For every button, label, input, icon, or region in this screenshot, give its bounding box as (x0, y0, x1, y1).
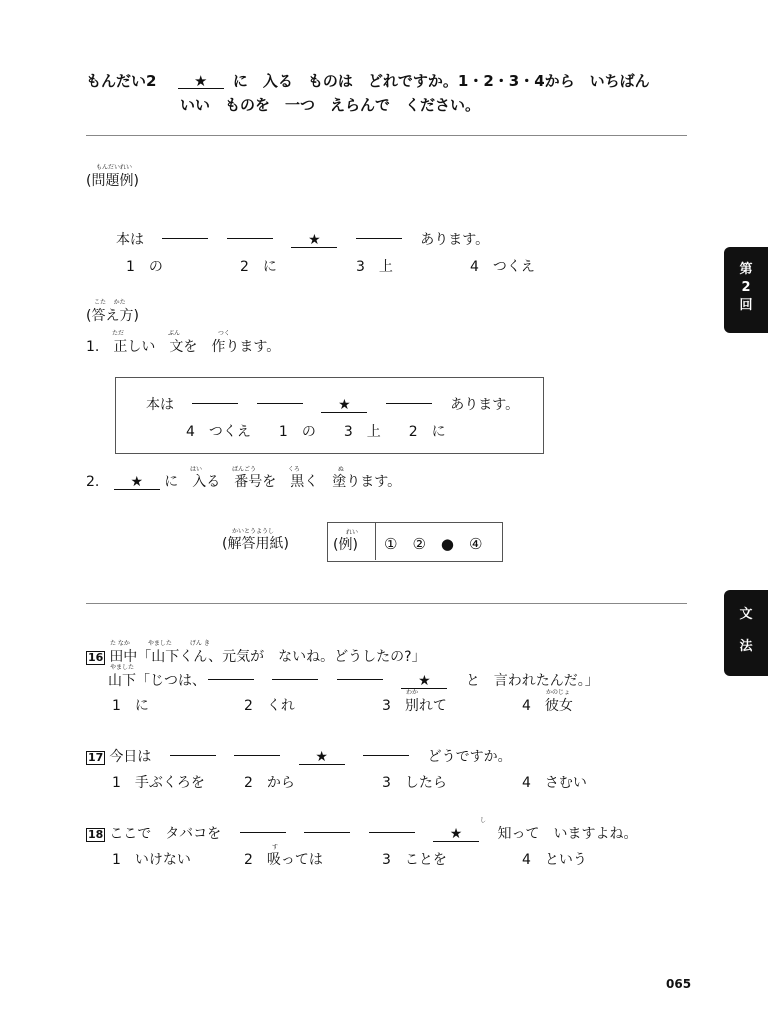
divider-middle (86, 603, 687, 604)
blank (240, 831, 286, 833)
step2-text (86, 471, 401, 491)
blank (386, 402, 432, 404)
tab-char: 2 (741, 280, 751, 295)
star-blank: ★ (299, 750, 345, 765)
step2-number: 2. (86, 474, 100, 490)
star-blank: ★ (321, 398, 367, 413)
q17-sentence-start: 今日は (109, 749, 152, 765)
question-number: 16 (88, 651, 104, 664)
q16-option-2: 2 くれ (244, 698, 295, 714)
q18-option-3: 3 ことを (382, 852, 447, 868)
q18-option-1: 1 いけない (112, 852, 191, 868)
blank (369, 831, 415, 833)
q17-option-2: 2 から (244, 775, 295, 791)
step1-readings: ただ ぶん つく (112, 330, 230, 337)
sheet-example-label: (例) (333, 537, 358, 553)
example-option-2: 2 に (240, 259, 277, 275)
tab-char: 第 (739, 262, 753, 277)
box-sentence-start: 本は (146, 397, 174, 413)
q16-speaker-reading: やました (110, 664, 135, 671)
tab-char: 文 (739, 607, 753, 622)
q17-option-3: 3 したら (382, 775, 447, 791)
q18-option-2: 2 吸っては (244, 852, 323, 868)
answer-sheet-label: (解答用紙) (222, 536, 289, 552)
q16-line1-readings: た なか やました げん き (110, 640, 210, 647)
step1-text: 1. 正しい 文を 作ります。 (86, 339, 281, 355)
blank (192, 402, 238, 404)
answer-method-reading: こた かた (94, 299, 126, 306)
blank (356, 237, 402, 239)
tab-char: 回 (739, 298, 753, 313)
q16-option-1: 1 に (112, 698, 149, 714)
step2-readings: はい ばんごう くろ ぬ (190, 466, 344, 473)
example-label-reading: もんだいれい (96, 164, 133, 171)
star-blank: ★ (178, 74, 224, 89)
example-option-1: 1 の (126, 259, 163, 275)
example-option-3: 3 上 (356, 259, 393, 275)
star-blank: ★ (401, 674, 447, 689)
example-sentence (116, 229, 489, 249)
q18-sentence-start: ここで タバコを (109, 826, 222, 842)
page-number: 065 (666, 977, 692, 991)
answer-sheet-reading: かいとうようし (232, 528, 275, 535)
question-16-line1 (86, 646, 426, 666)
q16-option-reading-3: わか (406, 689, 419, 696)
q17-option-1: 1 手ぶくろを (112, 775, 205, 791)
star-blank: ★ (114, 475, 160, 490)
example-option-4: 4 つくえ (470, 259, 535, 275)
example-sentence-start: 本は (116, 232, 144, 248)
blank (208, 678, 254, 680)
sheet-example-reading: れい (346, 529, 359, 536)
side-tab-grammar (724, 590, 768, 676)
answer-method-label: (答え方) (86, 308, 139, 324)
blank (363, 754, 409, 756)
star-blank: ★ (291, 233, 337, 248)
question-17-line1 (86, 746, 512, 766)
answer-sheet-divider (375, 522, 376, 560)
q16-speaker: 山下「じつは、 (108, 673, 206, 689)
instruction-text: に 入る ものは どれですか。1・2・3・4から いちばん (232, 72, 650, 90)
blank (337, 678, 383, 680)
problem-label: もんだい2 (86, 72, 157, 90)
q16-dialogue-1: 田中「山下くん、元気が ないね。どうしたの?」 (109, 649, 426, 665)
question-number: 17 (88, 751, 104, 764)
blank (272, 678, 318, 680)
example-sentence-end: あります。 (420, 232, 490, 248)
side-tab-round (724, 247, 768, 333)
box-sentence-end: あります。 (450, 397, 520, 413)
q16-dialogue-end: と 言われたんだ。」 (465, 673, 599, 689)
star-blank: ★ (433, 827, 479, 842)
blank (170, 754, 216, 756)
tab-char: 法 (739, 639, 753, 654)
q18-option-4: 4 という (522, 852, 587, 868)
blank (162, 237, 208, 239)
q17-option-4: 4 さむい (522, 775, 587, 791)
step2-instruction: に 入る 番号を 黒く 塗ります。 (164, 474, 402, 490)
box-sentence (146, 394, 519, 414)
blank (227, 237, 273, 239)
instruction-line-2: いい ものを 一つ えらんで ください。 (180, 96, 481, 114)
question-18-line1 (86, 823, 637, 843)
q16-option-4: 4 彼女 (522, 698, 573, 714)
answer-example-box (115, 377, 544, 454)
instruction-line-1 (86, 70, 650, 91)
q16-option-3: 3 別れて (382, 698, 447, 714)
sheet-marks: ① ② ● ④ (384, 535, 483, 553)
blank (257, 402, 303, 404)
q18-sentence-end: 知って いますよね。 (497, 826, 638, 842)
q17-sentence-end: どうですか。 (427, 749, 512, 765)
blank (304, 831, 350, 833)
question-number: 18 (88, 828, 104, 841)
box-order: 4 つくえ 1 の 3 上 2 に (186, 424, 446, 440)
question-16-line2 (108, 670, 599, 690)
example-label: (問題例) (86, 173, 139, 189)
blank (234, 754, 280, 756)
divider-top (86, 135, 687, 136)
q18-option-reading-2: す (272, 844, 279, 851)
q16-option-reading-4: かのじょ (546, 689, 571, 696)
q18-end-reading: し (480, 817, 487, 824)
